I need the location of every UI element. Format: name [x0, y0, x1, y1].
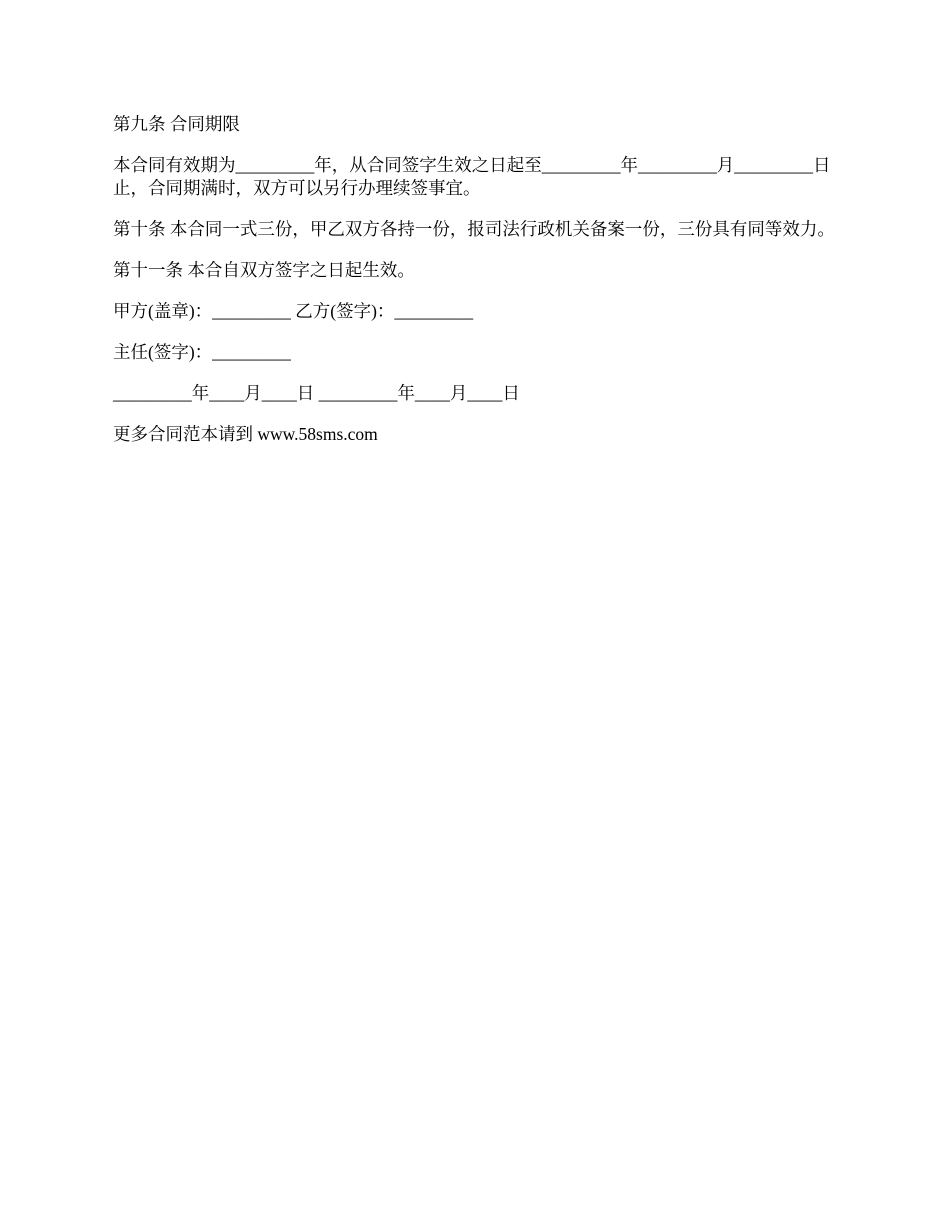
- article-11: 第十一条 本合自双方签字之日起生效。: [113, 260, 415, 280]
- director-signature-line: 主任(签字)：_________: [113, 342, 291, 362]
- footer-link-line: 更多合同范本请到 www.58sms.com: [113, 424, 378, 444]
- article-9-title: 第九条 合同期限: [113, 114, 240, 134]
- signature-line: 甲方(盖章)：_________ 乙方(签字)：_________: [113, 301, 474, 321]
- document-body: [113, 113, 838, 464]
- article-9-body: 本合同有效期为_________年，从合同签字生效之日起至_________年_________月_________日止，合同期满时，双方可以另行办理续签事宜。: [113, 155, 831, 198]
- article-10: 第十条 本合同一式三份，甲乙双方各持一份，报司法行政机关备案一份，三份具有同等效力。: [113, 219, 835, 239]
- date-line: _________年____月____日 _________年____月____日: [113, 383, 520, 403]
